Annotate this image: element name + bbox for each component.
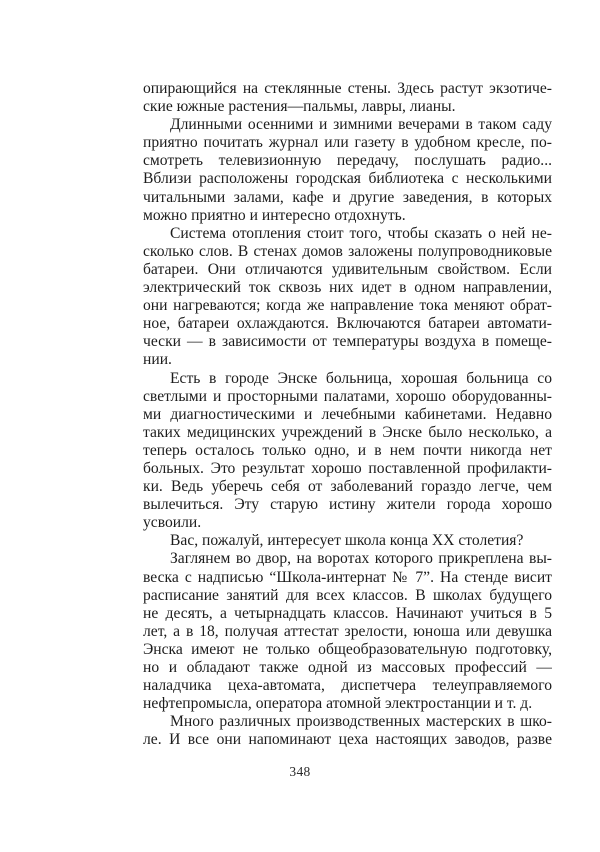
text-line: вылечиться. Эту старую истину жители города хорошо bbox=[143, 496, 552, 514]
paragraph bbox=[143, 116, 552, 225]
text-line: чески — в зависимости от температуры воздуха в помеще- bbox=[143, 333, 552, 351]
paragraph bbox=[143, 550, 552, 713]
text-line: можно приятно и интересно отдохнуть. bbox=[143, 206, 406, 224]
text-line: Длинными осенними и зимними вечерами в таком саду bbox=[170, 116, 552, 134]
text-line: они нагреваются; когда же направление тока меняют обрат- bbox=[143, 297, 552, 315]
paragraph bbox=[143, 80, 552, 116]
text-line: батареи. Они отличаются удивительным свойством. Если bbox=[143, 260, 552, 278]
text-line: Система отопления стоит того, чтобы сказать о ней не- bbox=[170, 224, 552, 242]
text-line: лет, а в 18, получая аттестат зрелости, юноша или девушка bbox=[143, 622, 552, 640]
text-line: ские южные растения—пальмы, лавры, лианы. bbox=[143, 98, 456, 116]
text-line: нефтепромысла, оператора атомной электростанции и т. д. bbox=[143, 695, 533, 713]
text-line: теперь осталось только одно, и в нем почти никогда нет bbox=[143, 441, 552, 459]
body-text bbox=[143, 80, 552, 749]
text-line: опирающийся на стеклянные стены. Здесь растут экзотиче- bbox=[143, 80, 552, 97]
text-line: наладчика цеха-автомата, диспетчера телеуправляемого bbox=[143, 677, 552, 695]
text-line: Заглянем во двор, на воротах которого прикреплена вы- bbox=[170, 550, 552, 568]
text-line: Энска имеют не только общеобразовательную подготовку, bbox=[143, 640, 552, 658]
text-line: светлыми и просторными палатами, хорошо оборудованны- bbox=[143, 387, 552, 405]
paragraph bbox=[143, 370, 552, 533]
text-line: Вблизи расположены городская библиотека с несколькими bbox=[143, 170, 552, 188]
text-line: ми диагностическими и лечебными кабинетами. Недавно bbox=[143, 405, 552, 423]
text-line: усвоили. bbox=[143, 514, 202, 532]
text-line: Много различных производственных мастерских в шко- bbox=[170, 713, 552, 731]
paragraph bbox=[143, 225, 552, 370]
text-line: ле. И все они напоминают цеха настоящих заводов, разве bbox=[143, 731, 552, 749]
text-line: читальными залами, кафе и другие заведения, в которых bbox=[143, 188, 552, 206]
text-line: расписание занятий для всех классов. В школах будущего bbox=[143, 586, 552, 604]
paragraph bbox=[143, 713, 552, 749]
text-line: веска с надписью “Школа-интернат № 7”. На стенде висит bbox=[143, 568, 552, 586]
text-line: ное, батареи охлаждаются. Включаются батареи автомати- bbox=[143, 315, 552, 333]
text-line: Вас, пожалуй, интересует школа конца XX столетия? bbox=[170, 532, 524, 550]
paragraph bbox=[143, 532, 552, 550]
text-line: ки. Ведь уберечь себя от заболеваний гораздо легче, чем bbox=[143, 478, 552, 496]
text-line: нии. bbox=[143, 351, 172, 369]
text-line: смотреть телевизионную передачу, послушать радио... bbox=[143, 152, 552, 170]
text-line: таких медицинских учреждений в Энске было несколько, а bbox=[143, 423, 552, 441]
text-line: не десять, а четырнадцать классов. Начинают учиться в 5 bbox=[143, 604, 552, 622]
text-line: больных. Это результат хорошо поставленной профилакти- bbox=[143, 459, 552, 477]
page-number: 348 bbox=[289, 764, 311, 779]
text-line: приятно почитать журнал или газету в удобном кресле, по- bbox=[143, 134, 552, 152]
text-line: но и обладают также одной из массовых профессий — bbox=[143, 659, 552, 676]
text-line: Есть в городе Энске больница, хорошая больница со bbox=[170, 369, 552, 387]
text-line: электрический ток сквозь них идет в одном направлении, bbox=[143, 279, 552, 297]
text-line: сколько слов. В стенах домов заложены полупроводниковые bbox=[143, 242, 552, 260]
